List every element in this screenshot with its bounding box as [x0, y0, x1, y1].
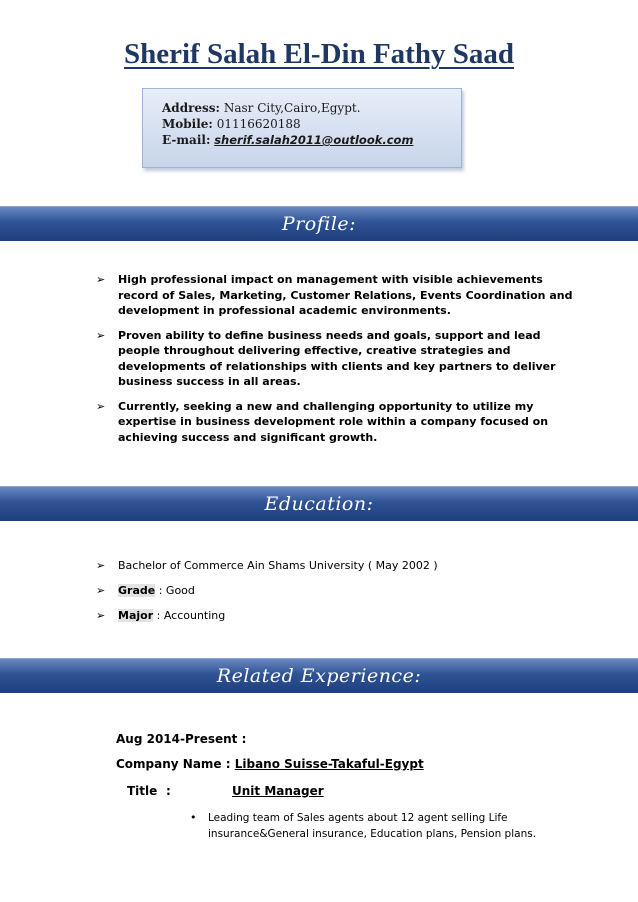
company-label: Company Name : — [116, 757, 235, 771]
profile-item-text: Currently, seeking a new and challenging opportunity to utilize my expertise in business development role within a company focused on achieving success and significant growth. — [118, 399, 549, 444]
profile-section-title: Profile: — [281, 213, 357, 235]
education-section-header — [0, 486, 638, 521]
list-item — [96, 558, 576, 573]
grade-value: : Good — [155, 584, 195, 597]
experience-section-title: Related Experience: — [216, 665, 422, 687]
list-item — [96, 608, 576, 623]
profile-item-text: Proven ability to define business needs and goals, support and lead people throughout delivering effective, creative strategies and developments of relationships with clients and key partners to deliver business success in all areas. — [118, 328, 556, 388]
arrow-bullet-icon: ➢ — [96, 273, 106, 286]
duty-text: Leading team of Sales agents about 12 agent selling Life insurance&General insurance, Education plans, Pension plans. — [208, 812, 537, 840]
company-line — [116, 757, 424, 771]
major-label: Major — [118, 609, 154, 622]
arrow-bullet-icon: ➢ — [96, 584, 106, 597]
profile-item-text: High professional impact on management with visible achievements record of Sales, Marketing, Customer Relations, Events Coordination and development in professional academic environments. — [118, 273, 573, 317]
duties-list — [190, 810, 570, 842]
grade-label: Grade — [118, 584, 156, 597]
arrow-bullet-icon: ➢ — [96, 559, 106, 572]
dot-bullet-icon: • — [190, 811, 197, 824]
candidate-name: Sherif Salah El-Din Fathy Saad — [124, 38, 514, 70]
email-label: E-mail: — [162, 133, 211, 147]
address-line — [162, 101, 361, 115]
education-list — [96, 558, 576, 633]
arrow-bullet-icon: ➢ — [96, 399, 106, 413]
education-section-title: Education: — [264, 493, 374, 515]
mobile-value: 01116620188 — [216, 117, 301, 131]
arrow-bullet-icon: ➢ — [96, 328, 106, 342]
list-item — [96, 399, 576, 446]
title-value: Unit Manager — [232, 784, 324, 798]
arrow-bullet-icon: ➢ — [96, 609, 106, 622]
company-value: Libano Suisse-Takaful-Egypt — [234, 757, 424, 771]
page-title — [0, 38, 638, 71]
address-value: Nasr City,Cairo,Egypt. — [223, 101, 361, 115]
mobile-label: Mobile: — [162, 117, 213, 131]
contact-box — [142, 88, 462, 168]
list-item — [190, 810, 570, 842]
email-link[interactable]: sherif.salah2011@outlook.com — [214, 133, 414, 147]
address-label: Address: — [162, 101, 220, 115]
profile-list — [96, 272, 576, 454]
list-item — [96, 583, 576, 598]
profile-section-header — [0, 206, 638, 241]
experience-section-header — [0, 658, 638, 693]
major-value: : Accounting — [153, 609, 226, 622]
list-item — [96, 328, 576, 390]
list-item — [96, 272, 576, 319]
title-label: Title — [127, 784, 158, 798]
experience-date: Aug 2014-Present : — [116, 732, 247, 746]
title-colon: : — [166, 784, 171, 798]
degree-text: Bachelor of Commerce Ain Shams University ( May 2002 ) — [118, 559, 438, 572]
email-line — [162, 133, 413, 147]
mobile-line — [162, 117, 301, 131]
